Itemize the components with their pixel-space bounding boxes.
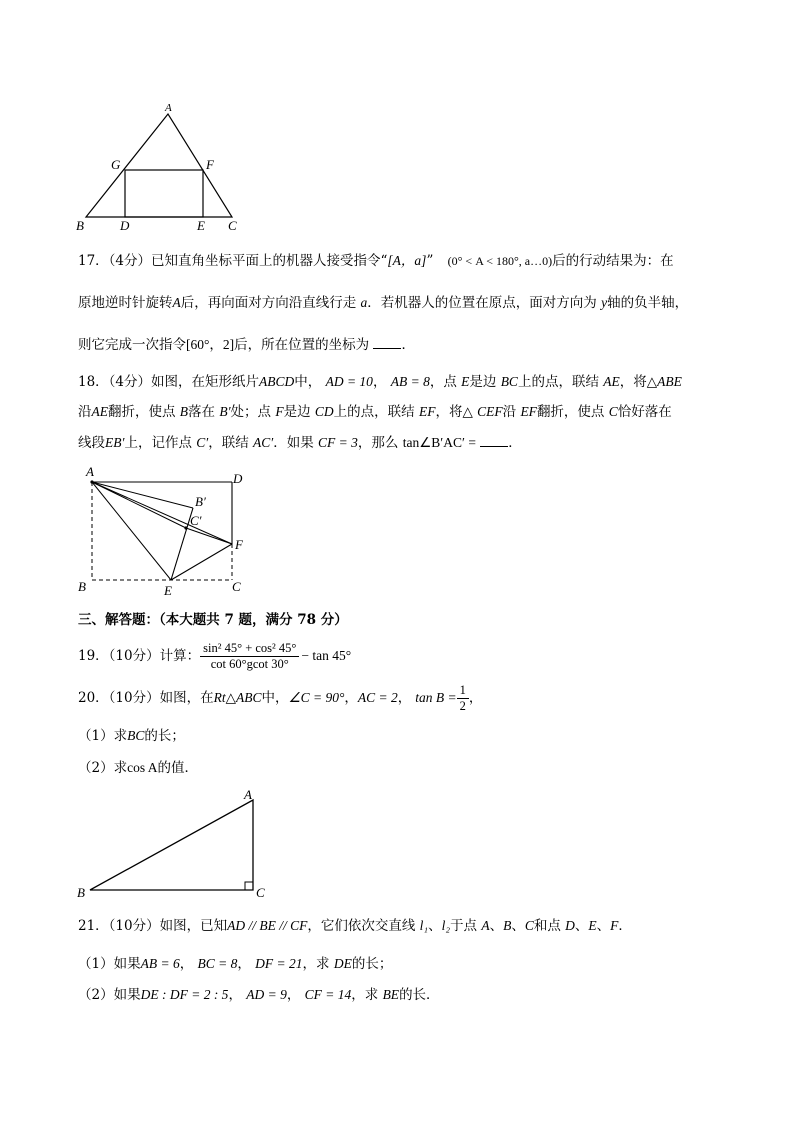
q17-condition: (0° < A < 180°, a…0) xyxy=(447,254,553,268)
label-b: B xyxy=(78,579,86,594)
label-e: E xyxy=(197,218,205,233)
q21-part2: （2）如果DE : DF = 2 : 5， AD = 9， CF = 14，求 BE的长． xyxy=(78,987,440,1003)
q18-line2: 沿AE翻折，使点 B落在 B′处；点 F是边 CD上的点，联结 EF，将△ CEF沿 EF翻折，使点 C恰好落在 xyxy=(78,404,672,420)
label-f: F xyxy=(235,537,243,552)
section-heading: 三、解答题：（本大题共 7 题，满分 78 分） xyxy=(78,612,348,628)
q20-fraction: $\frac{1}{2}$ xyxy=(457,683,469,714)
label-c: C xyxy=(228,218,237,233)
label-c: C xyxy=(232,579,241,594)
q17-line2: 原地逆时针旋转A后，再向面对方向沿直线行走 a．若机器人的位置在原点，面对方向为 y轴的负半轴， xyxy=(78,295,689,311)
q20-part2: （2）求cos A的值． xyxy=(78,760,198,776)
label-a: A xyxy=(86,464,94,479)
q18-line3: 线段EB′上，记作点 C′，联结 AC′．如果 CF = 3，那么 tan∠B′AC′ = ． xyxy=(78,435,522,451)
label-b: B xyxy=(77,885,85,900)
label-d: D xyxy=(233,471,243,486)
q19-fraction: $\frac{\text{sin² 45° + cos² 45°}}{\cot 60^\circ gcot 30^\circ}$ xyxy=(200,641,299,672)
question-19: 19．（10分）计算： $\frac{\text{sin² 45° + cos² 45°}}{\cot 60^\circ gcot 30^\circ}$ − tan 45° xyxy=(78,640,352,671)
q20-part1: （1）求BC的长； xyxy=(78,728,185,744)
label-c-prime: C′ xyxy=(190,513,202,528)
q17-line1: 17．（4分）已知直角坐标平面上的机器人接受指令“[A，a]” (0° < A < 180°, a…0)后的行动结果为：在 xyxy=(78,253,674,269)
label-a: A xyxy=(244,787,252,802)
q17-line3: 则它完成一次指令[60°，2]后，所在位置的坐标为 ． xyxy=(78,337,415,353)
label-f: F xyxy=(206,157,214,172)
label-g: G xyxy=(111,157,121,172)
q21-line1: 21．（10分）如图，已知AD // BE // CF，它们依次交直线 l₁、l₂于点 A、B、C和点 D、E、F． xyxy=(78,918,632,934)
label-d: D xyxy=(120,218,130,233)
q20-line1: 20．（10分）如图，在 Rt △ ABC 中， ∠C = 90° ， AC = 2 ， tan B = $\frac{1}{2}$ ， xyxy=(78,682,483,713)
q21-part1: （1）如果AB = 6， BC = 8， DF = 21，求 DE的长； xyxy=(78,956,393,972)
label-a: A xyxy=(165,102,172,114)
q18-line1: 18．（4分）如图，在矩形纸片ABCD中， AD = 10， AB = 8，点 E是边 BC上的点，联结 AE，将△ABE xyxy=(78,374,682,390)
label-e: E xyxy=(164,583,172,598)
label-b: B xyxy=(76,218,84,233)
label-b-prime: B′ xyxy=(195,494,206,509)
label-c: C xyxy=(256,885,265,900)
